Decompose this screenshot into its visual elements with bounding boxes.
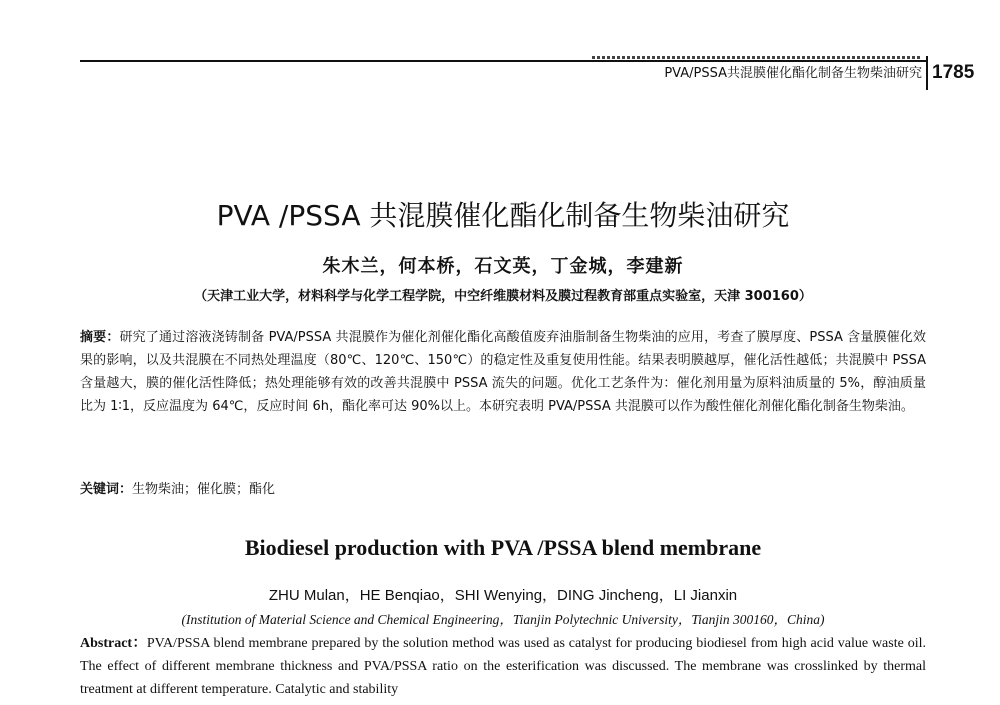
chinese-keywords — [80, 478, 926, 501]
header-dotted-rule — [592, 56, 922, 59]
english-abstract-text: PVA/PSSA blend membrane prepared by the solution method was used as catalyst for producing biodiesel from high acid value waste oil. The effect of different membrane thickness and PVA/PSSA ratio on the esterification was discussed. The membrane was crosslinked by thermal treatment at different temperature. Catalytic and stability — [80, 636, 926, 697]
running-title: PVA/PSSA共混膜催化酯化制备生物柴油研究 — [664, 66, 922, 81]
english-affiliation: (Institution of Material Science and Chemical Engineering，Tianjin Polytechnic University，Tianjin 300160，China) — [181, 612, 825, 627]
header-rule — [80, 60, 926, 62]
chinese-abstract-text: 研究了通过溶液浇铸制备 PVA/PSSA 共混膜作为催化剂催化酯化高酸值废弃油脂制备生物柴油的应用，考查了膜厚度、PSSA 含量膜催化效果的影响，以及共混膜在不同热处理温度（80℃、120℃、150℃）的稳定性及重复使用性能。结果表明膜越厚，催化活性越低；共混膜中 PSSA 含量越大，膜的催化活性降低；热处理能够有效的改善共混膜中 PSSA 流失的问题。优化工艺条件为：催化剂用量为原料油质量的 5%，醇油质量比为 1∶1，反应温度为 64℃，反应时间 6h，酯化率可达 90%以上。本研究表明 PVA/PSSA 共混膜可以作为酸性催化剂催化酯化制备生物柴油。 — [80, 330, 926, 414]
chinese-keywords-label: 关键词： — [80, 482, 133, 497]
english-title: Biodiesel production with PVA /PSSA blend membrane — [244, 535, 762, 560]
chinese-affiliation: （天津工业大学，材料科学与化学工程学院，中空纤维膜材料及膜过程教育部重点实验室，天津 300160） — [194, 289, 812, 304]
english-abstract — [80, 632, 926, 701]
english-abstract-label: Abstract： — [80, 636, 147, 651]
chinese-title: PVA /PSSA 共混膜催化酯化制备生物柴油研究 — [216, 199, 790, 232]
chinese-keywords-text: 生物柴油；催化膜；酯化 — [132, 482, 276, 497]
chinese-abstract-label: 摘要： — [80, 330, 120, 345]
chinese-authors: 朱木兰，何本桥，石文英，丁金城，李建新 — [322, 256, 684, 277]
english-authors: ZHU Mulan，HE Benqiao，SHI Wenying，DING Jincheng，LI Jianxin — [268, 587, 738, 604]
page-number: 1785 — [932, 62, 975, 83]
header-separator — [926, 56, 928, 90]
chinese-abstract — [80, 326, 926, 418]
